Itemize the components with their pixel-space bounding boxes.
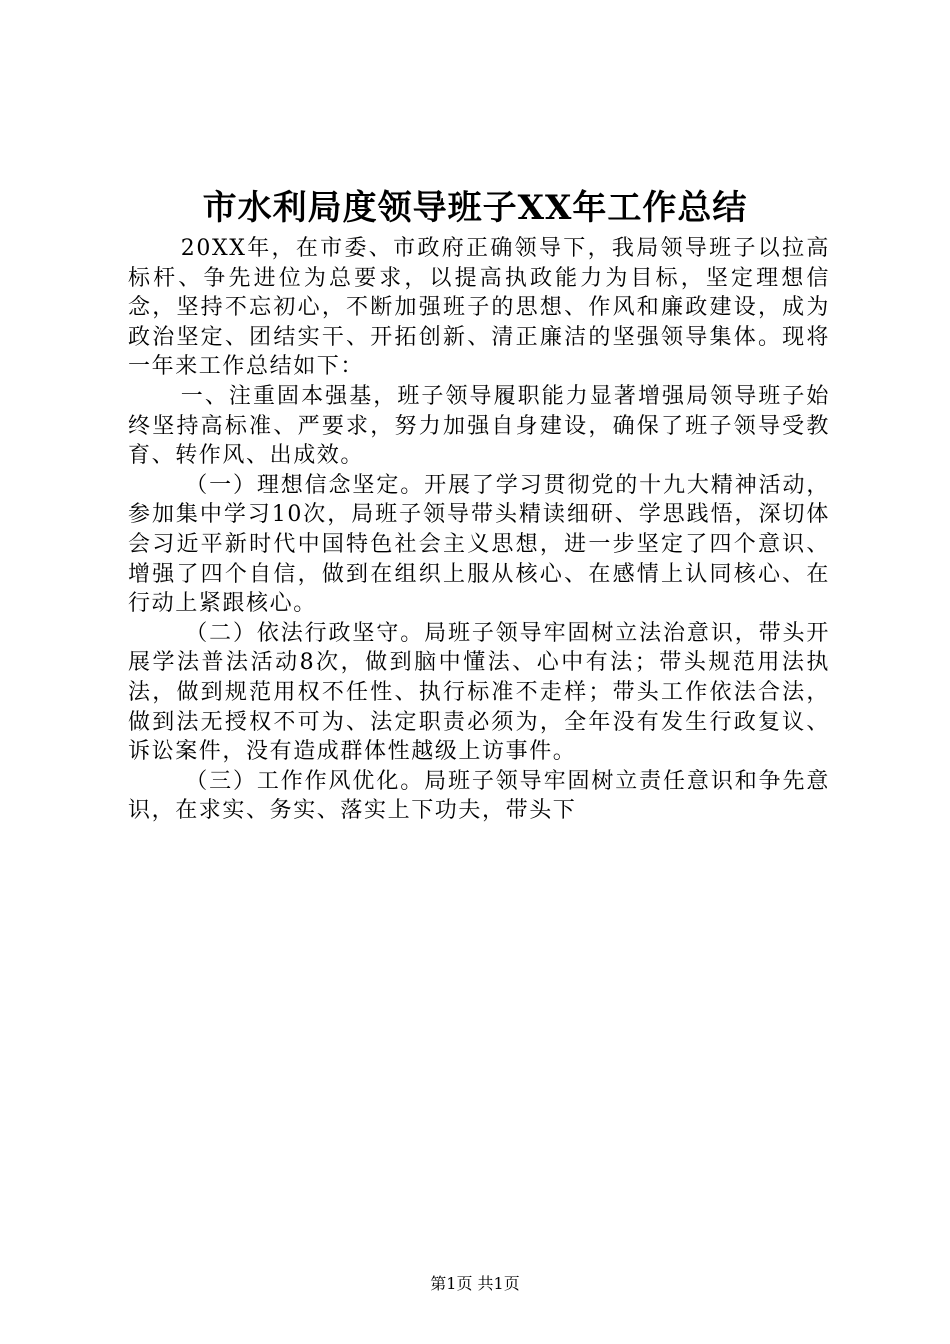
document-title: 市水利局度领导班子XX年工作总结 [202, 188, 748, 228]
paragraph-subsection-3: （三）工作作风优化。局班子领导牢固树立责任意识和争先意识，在求实、务实、落实上下功夫，带头下 [128, 768, 830, 824]
paragraph-subsection-1: （一）理想信念坚定。开展了学习贯彻党的十九大精神活动，参加集中学习10次，局班子领导带头精读细研、学思践悟，深切体会习近平新时代中国特色社会主义思想，进一步坚定了四个意识、增强了四个自信，做到在组织上服从核心、在感情上认同核心、在行动上紧跟核心。 [128, 472, 830, 617]
paragraph-section-1: 一、注重固本强基，班子领导履职能力显著增强局领导班子始终坚持高标准、严要求，努力加强自身建设，确保了班子领导受教育、转作风、出成效。 [128, 383, 830, 469]
page-footer: 第1页 共1页 [430, 1274, 520, 1293]
paragraph-subsection-2: （二）依法行政坚守。局班子领导牢固树立法治意识，带头开展学法普法活动8次，做到脑中懂法、心中有法；带头规范用法执法，做到规范用权不任性、执行标准不走样；带头工作依法合法，做到法无授权不可为、法定职责必须为，全年没有发生行政复议、诉讼案件，没有造成群体性越级上访事件。 [128, 620, 830, 765]
document-body [128, 234, 830, 826]
paragraph-intro: 20XX年，在市委、市政府正确领导下，我局领导班子以拉高标杆、争先进位为总要求，以提高执政能力为目标，坚定理想信念，坚持不忘初心，不断加强班子的思想、作风和廉政建设，成为政治坚定、团结实干、开拓创新、清正廉洁的坚强领导集体。现将一年来工作总结如下： [128, 236, 830, 380]
